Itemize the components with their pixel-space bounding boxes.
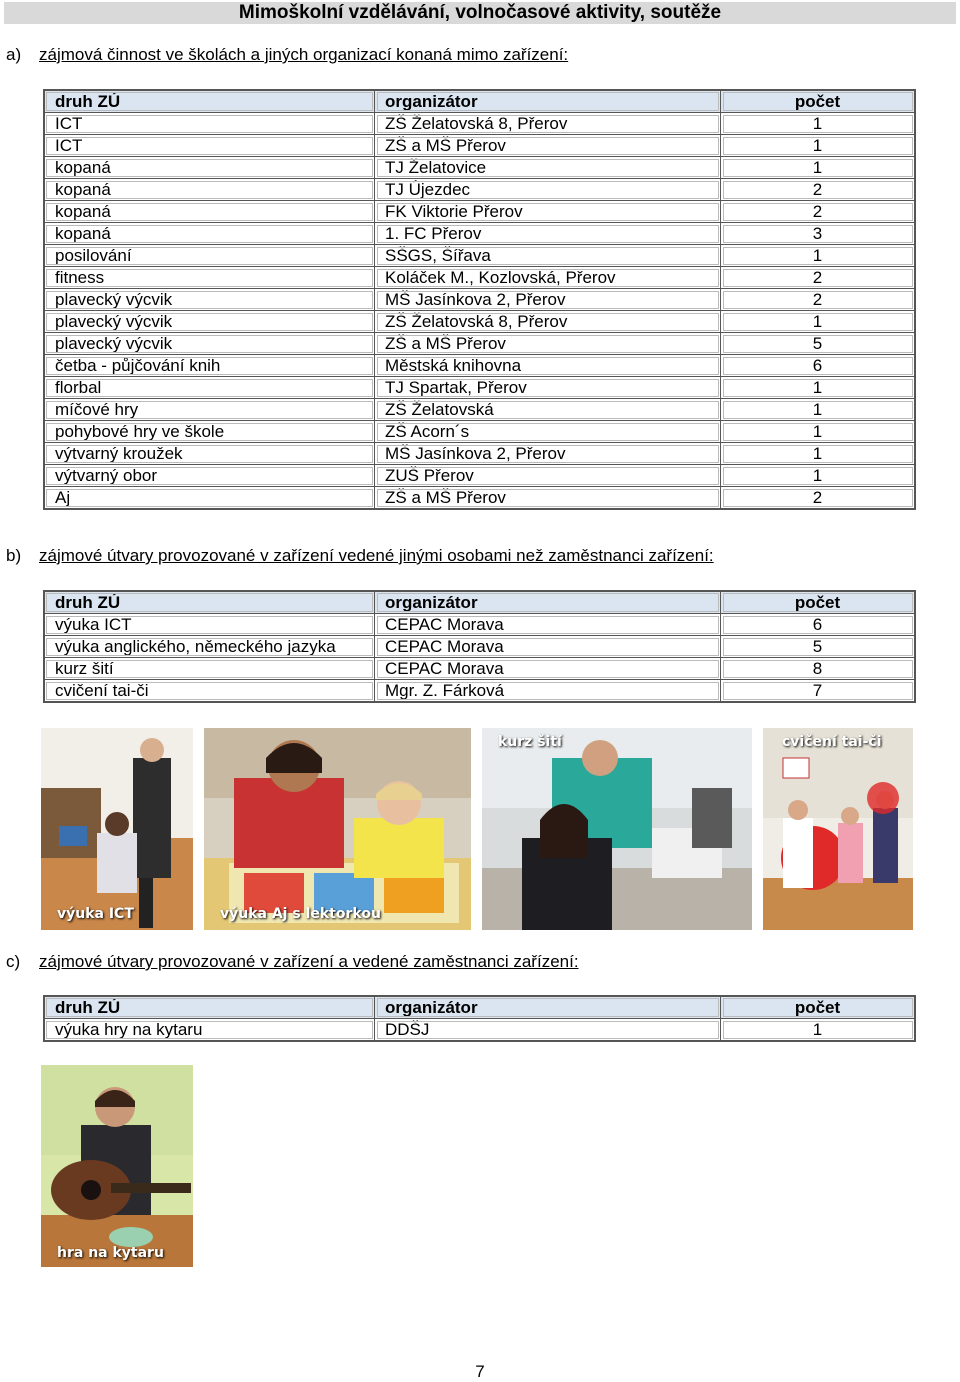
table-cell: TJ Spartak, Přerov — [375, 377, 721, 399]
table-cell: 1 — [721, 311, 916, 333]
table-cell: cvičení tai-či — [44, 680, 375, 703]
table-cell: 1 — [721, 245, 916, 267]
table-row — [44, 267, 915, 289]
table-row — [44, 658, 915, 680]
table-cell: 6 — [721, 355, 916, 377]
table-cell: CEPAC Morava — [375, 614, 721, 636]
table-cell: MŠ Jasínkova 2, Přerov — [375, 443, 721, 465]
table-cell: 2 — [721, 179, 916, 201]
table-cell: ICT — [44, 113, 375, 135]
column-header: organizátor — [375, 591, 721, 614]
page-title: Mimoškolní vzdělávání, volnočasové aktivity, soutěže — [4, 2, 956, 24]
column-header: organizátor — [375, 90, 721, 113]
section-letter: b) — [6, 546, 22, 565]
table-cell: DDŠJ — [375, 1019, 721, 1042]
photo-taichi — [763, 728, 913, 930]
table-row — [44, 311, 915, 333]
table-cell: CEPAC Morava — [375, 636, 721, 658]
table-row — [44, 443, 915, 465]
table-cell: ZŠ Želatovská 8, Přerov — [375, 113, 721, 135]
table-a — [43, 89, 916, 510]
table-cell: posilování — [44, 245, 375, 267]
table-cell: míčové hry — [44, 399, 375, 421]
section-title: zájmové útvary provozované v zařízení a vedené zaměstnanci zařízení: — [39, 952, 579, 971]
table-cell: 2 — [721, 487, 916, 510]
table-cell: plavecký výcvik — [44, 311, 375, 333]
table-cell: 2 — [721, 267, 916, 289]
table-cell: pohybové hry ve škole — [44, 421, 375, 443]
table-cell: 5 — [721, 636, 916, 658]
table-row — [44, 421, 915, 443]
photo-caption-ict: výuka ICT — [57, 906, 134, 922]
table-cell: kopaná — [44, 201, 375, 223]
table-cell: 2 — [721, 289, 916, 311]
table-cell: 2 — [721, 201, 916, 223]
table-cell: SŠGS, Šířava — [375, 245, 721, 267]
section-letter: a) — [6, 45, 22, 64]
table-cell: 1 — [721, 465, 916, 487]
table-cell: výtvarný kroužek — [44, 443, 375, 465]
table-cell: ZŠ Acorn´s — [375, 421, 721, 443]
table-cell: TJ Újezdec — [375, 179, 721, 201]
table-cell: 1 — [721, 1019, 916, 1042]
table-cell: ZŠ Želatovská — [375, 399, 721, 421]
table-cell: 7 — [721, 680, 916, 703]
table-cell: 1 — [721, 443, 916, 465]
table-cell: 1 — [721, 421, 916, 443]
table-row — [44, 1019, 915, 1042]
section-title: zájmové útvary provozované v zařízení vedené jinými osobami než zaměstnanci zařízení: — [39, 546, 714, 565]
table-cell: Aj — [44, 487, 375, 510]
table-cell: 1 — [721, 399, 916, 421]
table-row — [44, 355, 915, 377]
photo-caption-aj: výuka Aj s lektorkou — [220, 906, 381, 922]
photo-aj — [204, 728, 471, 930]
section-b-heading — [6, 546, 714, 566]
photo-guitar — [41, 1065, 193, 1267]
table-cell: 1 — [721, 157, 916, 179]
photo-caption-sewing: kurz šití — [498, 734, 562, 750]
table-cell: výuka ICT — [44, 614, 375, 636]
table-cell: 1 — [721, 113, 916, 135]
table-cell: fitness — [44, 267, 375, 289]
table-row — [44, 135, 915, 157]
column-header: počet — [721, 996, 916, 1019]
table-cell: MŠ Jasínkova 2, Přerov — [375, 289, 721, 311]
table-cell: Koláček M., Kozlovská, Přerov — [375, 267, 721, 289]
table-cell: 1. FC Přerov — [375, 223, 721, 245]
table-row — [44, 377, 915, 399]
table-cell: TJ Želatovice — [375, 157, 721, 179]
table-cell: kurz šití — [44, 658, 375, 680]
table-row — [44, 333, 915, 355]
table-row — [44, 201, 915, 223]
table-cell: ICT — [44, 135, 375, 157]
table-cell: kopaná — [44, 223, 375, 245]
table-row — [44, 399, 915, 421]
photo-caption-taichi: cvičení tai-či — [782, 734, 882, 750]
table-row — [44, 614, 915, 636]
column-header: počet — [721, 591, 916, 614]
table-cell: ZUŠ Přerov — [375, 465, 721, 487]
table-cell: Mgr. Z. Fárková — [375, 680, 721, 703]
table-row — [44, 157, 915, 179]
table-row — [44, 636, 915, 658]
table-row — [44, 113, 915, 135]
table-cell: kopaná — [44, 179, 375, 201]
table-cell: ZŠ a MŠ Přerov — [375, 487, 721, 510]
page-number: 7 — [475, 1362, 485, 1381]
column-header: počet — [721, 90, 916, 113]
table-cell: 6 — [721, 614, 916, 636]
table-cell: kopaná — [44, 157, 375, 179]
table-cell: ZŠ a MŠ Přerov — [375, 333, 721, 355]
table-row — [44, 680, 915, 703]
table-row — [44, 179, 915, 201]
table-cell: plavecký výcvik — [44, 289, 375, 311]
table-row — [44, 289, 915, 311]
table-cell: 8 — [721, 658, 916, 680]
table-row — [44, 223, 915, 245]
table-cell: výuka anglického, německého jazyka — [44, 636, 375, 658]
table-cell: výuka hry na kytaru — [44, 1019, 375, 1042]
table-cell: Městská knihovna — [375, 355, 721, 377]
table-cell: 3 — [721, 223, 916, 245]
table-cell: ZŠ Želatovská 8, Přerov — [375, 311, 721, 333]
table-row — [44, 487, 915, 510]
table-cell: CEPAC Morava — [375, 658, 721, 680]
section-letter: c) — [6, 952, 21, 971]
section-title: zájmová činnost ve školách a jiných organizací konaná mimo zařízení: — [39, 45, 569, 64]
table-cell: 5 — [721, 333, 916, 355]
table-header-row — [44, 90, 915, 113]
section-c-heading — [6, 952, 579, 972]
table-row — [44, 245, 915, 267]
table-row — [44, 465, 915, 487]
table-cell: 1 — [721, 377, 916, 399]
table-cell: FK Viktorie Přerov — [375, 201, 721, 223]
column-header: organizátor — [375, 996, 721, 1019]
photo-ict — [41, 728, 193, 930]
photo-sewing — [482, 728, 752, 930]
column-header: druh ZÚ — [44, 591, 375, 614]
table-cell: plavecký výcvik — [44, 333, 375, 355]
table-header-row — [44, 996, 915, 1019]
column-header: druh ZÚ — [44, 996, 375, 1019]
table-b — [43, 590, 916, 703]
column-header: druh ZÚ — [44, 90, 375, 113]
photo-caption-guitar: hra na kytaru — [57, 1245, 164, 1261]
table-header-row — [44, 591, 915, 614]
table-cell: výtvarný obor — [44, 465, 375, 487]
table-cell: florbal — [44, 377, 375, 399]
table-cell: 1 — [721, 135, 916, 157]
table-cell: četba - půjčování knih — [44, 355, 375, 377]
section-a-heading — [6, 45, 568, 65]
table-c — [43, 995, 916, 1042]
table-cell: ZŠ a MŠ Přerov — [375, 135, 721, 157]
